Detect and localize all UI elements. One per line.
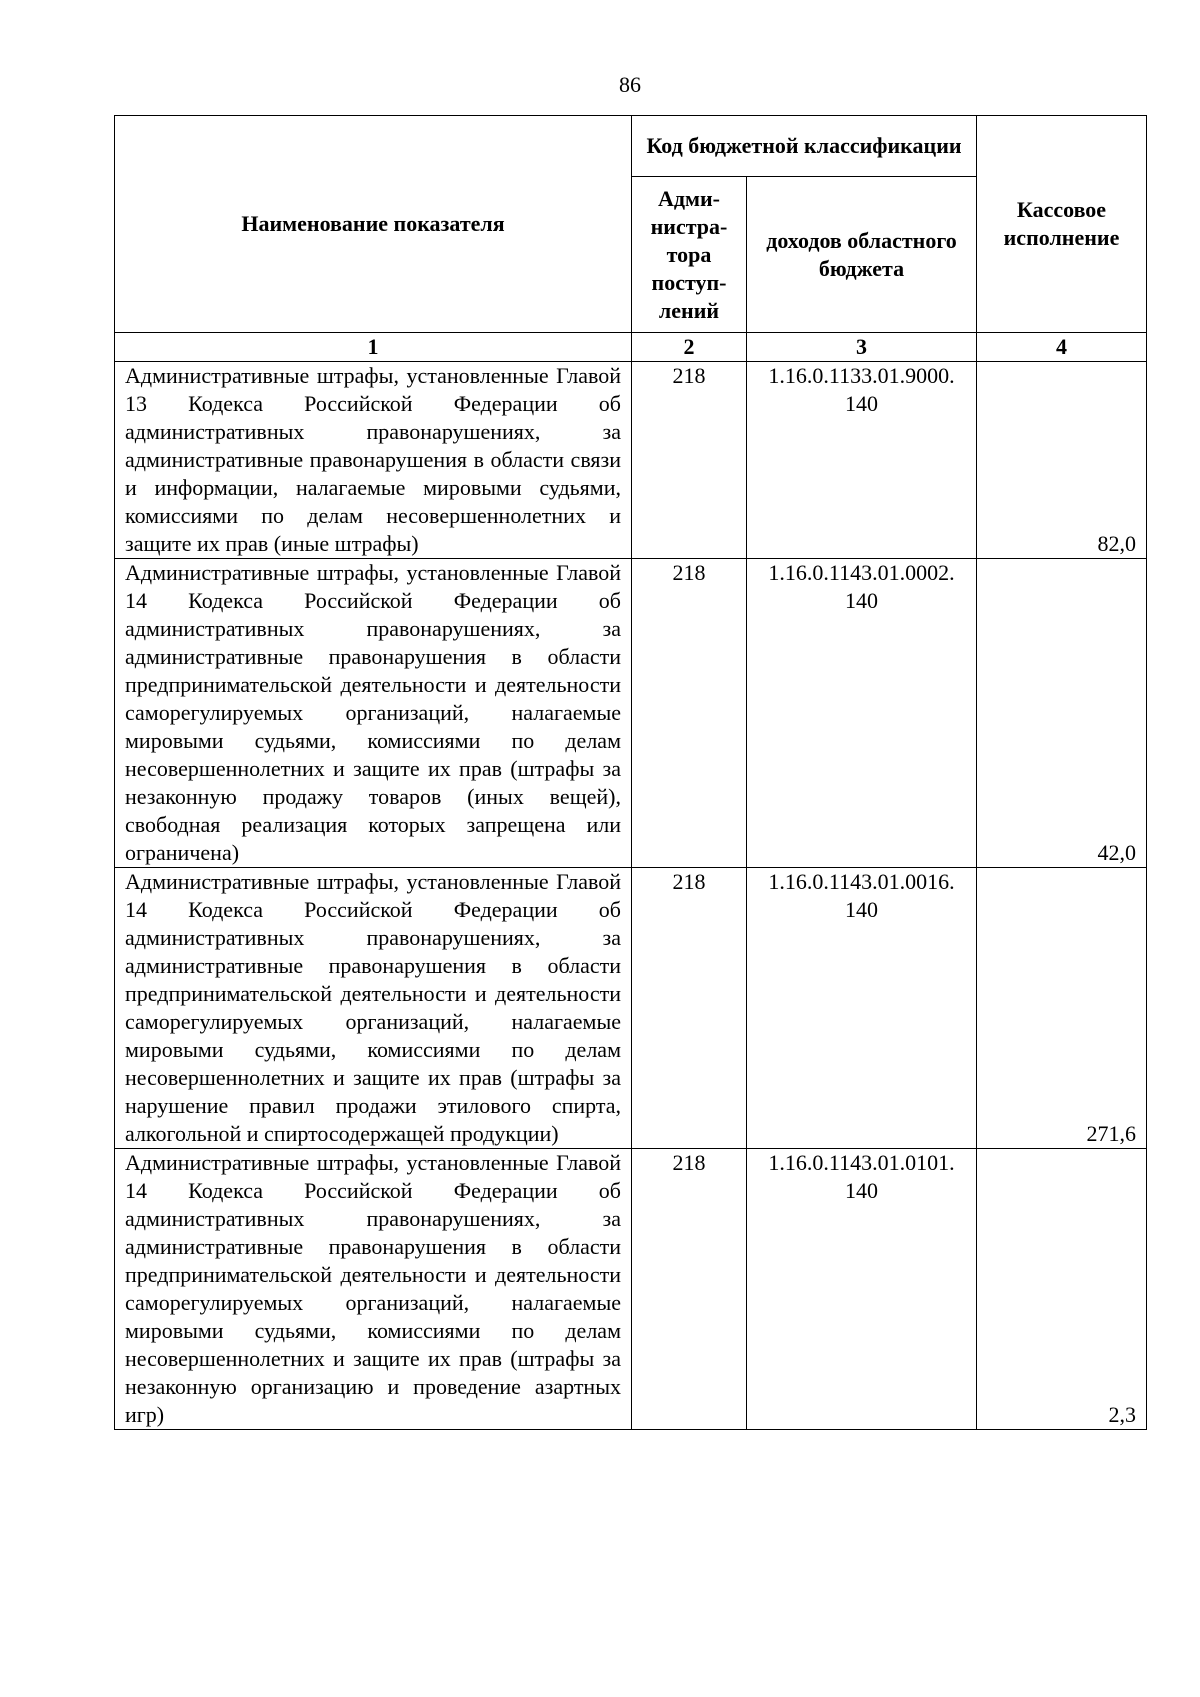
header-revenue-column: доходов областного бюджета [747, 177, 977, 333]
table-header [115, 116, 1147, 362]
revenue-code-part: 140 [845, 391, 878, 416]
revenue-code [747, 868, 977, 1149]
execution-amount: 82,0 [977, 362, 1147, 559]
execution-amount: 42,0 [977, 559, 1147, 868]
indicator-name: Административные штрафы, установленные Главой 14 Кодекса Российской Федерации об административных правонарушениях, за административные правонарушения в области предпринимательской деятельности и деятельности саморегулируемых организаций, налагаемые мировыми судьями, комиссиями по делам несовершеннолетних и защите их прав (штрафы за нарушение правил продажи этилового спирта, алкогольной и спиртосодержащей продукции) [115, 868, 632, 1149]
column-number: 3 [747, 333, 977, 362]
revenue-code-part: 140 [845, 1178, 878, 1203]
admin-code: 218 [632, 1149, 747, 1430]
budget-table [114, 115, 1147, 1430]
header-budget-code-group: Код бюджетной классификации [632, 116, 977, 177]
column-number-row [115, 333, 1147, 362]
column-number: 1 [115, 333, 632, 362]
header-admin-column: Адми- нистра- тора поступ- лений [632, 177, 747, 333]
table-row [115, 559, 1147, 868]
page-number: 86 [619, 72, 641, 97]
execution-amount: 271,6 [977, 868, 1147, 1149]
column-number: 2 [632, 333, 747, 362]
revenue-code-part: 1.16.0.1143.01.0101. [768, 1150, 955, 1175]
execution-amount: 2,3 [977, 1149, 1147, 1430]
admin-code: 218 [632, 362, 747, 559]
table-row [115, 868, 1147, 1149]
revenue-code-part: 1.16.0.1133.01.9000. [768, 363, 955, 388]
header-execution-column: Кассовое исполнение [977, 116, 1147, 333]
revenue-code [747, 362, 977, 559]
table-body [115, 362, 1147, 1430]
header-name-column: Наименование показателя [115, 116, 632, 333]
revenue-code-part: 1.16.0.1143.01.0002. [768, 560, 955, 585]
indicator-name: Административные штрафы, установленные Главой 14 Кодекса Российской Федерации об административных правонарушениях, за административные правонарушения в области предпринимательской деятельности и деятельности саморегулируемых организаций, налагаемые мировыми судьями, комиссиями по делам несовершеннолетних и защите их прав (штрафы за незаконную организацию и проведение азартных игр) [115, 1149, 632, 1430]
table-row [115, 362, 1147, 559]
revenue-code-part: 1.16.0.1143.01.0016. [768, 869, 955, 894]
indicator-name: Административные штрафы, установленные Главой 13 Кодекса Российской Федерации об административных правонарушениях, за административные правонарушения в области связи и информации, налагаемые мировыми судьями, комиссиями по делам несовершеннолетних и защите их прав (иные штрафы) [115, 362, 632, 559]
revenue-code [747, 1149, 977, 1430]
admin-code: 218 [632, 559, 747, 868]
revenue-code-part: 140 [845, 588, 878, 613]
admin-code: 218 [632, 868, 747, 1149]
indicator-name: Административные штрафы, установленные Главой 14 Кодекса Российской Федерации об административных правонарушениях, за административные правонарушения в области предпринимательской деятельности и деятельности саморегулируемых организаций, налагаемые мировыми судьями, комиссиями по делам несовершеннолетних и защите их прав (штрафы за незаконную продажу товаров (иных вещей), свободная реализация которых запрещена или ограничена) [115, 559, 632, 868]
revenue-code [747, 559, 977, 868]
revenue-code-part: 140 [845, 897, 878, 922]
table-row [115, 1149, 1147, 1430]
column-number: 4 [977, 333, 1147, 362]
